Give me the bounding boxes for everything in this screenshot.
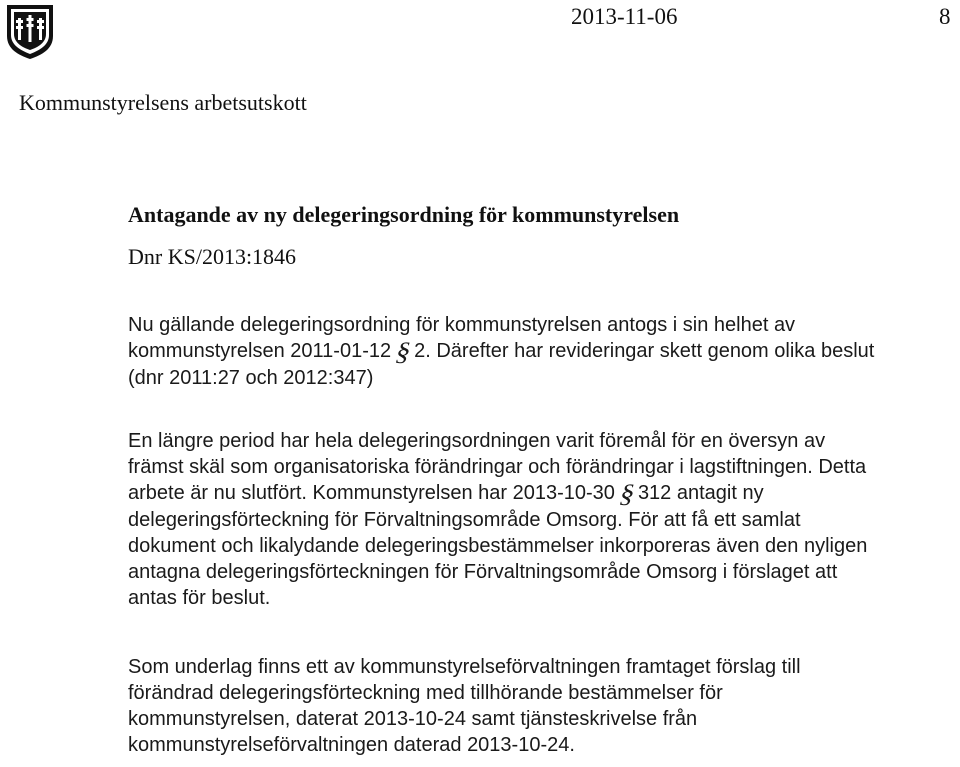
section-sign: § xyxy=(392,337,415,366)
paragraph-1-line xyxy=(128,338,928,365)
paragraph-2-line: antagna delegeringsförteckningen för Förvaltningsområde Omsorg i förslaget att xyxy=(128,561,838,583)
paragraph-1-line: (dnr 2011:27 och 2012:347) xyxy=(128,367,374,389)
paragraph-2-line: antas för beslut. xyxy=(128,587,271,609)
paragraph-2-line: dokument och likalydande delegeringsbestämmelser inkorporeras även den nyligen xyxy=(128,535,868,557)
document-reference-number: Dnr KS/2013:1846 xyxy=(128,244,297,269)
paragraph-2 xyxy=(128,428,928,611)
paragraph-3-line: förändrad delegeringsförteckning med tillhörande bestämmelser för xyxy=(128,682,723,704)
paragraph-2-text: arbete är nu slutfört. Kommunstyrelsen har 2013-10-30 xyxy=(128,482,615,504)
paragraph-1-text: kommunstyrelsen 2011-01-12 xyxy=(128,340,392,362)
section-sign: § xyxy=(616,479,639,508)
paragraph-2-line xyxy=(128,454,928,480)
paragraph-2-text: främst skäl som organisatoriska förändringar och förändringar i lagstiftningen. xyxy=(128,456,813,478)
paragraph-3-line: kommunstyrelsen, daterat 2013-10-24 samt tjänsteskrivelse från xyxy=(128,708,698,730)
paragraph-3 xyxy=(128,654,928,758)
page-number: 8 xyxy=(939,4,951,29)
paragraph-2-text: 312 antagit ny xyxy=(637,482,764,504)
paragraph-2-line xyxy=(128,480,928,507)
paragraph-1-line: Nu gällande delegeringsordning för kommunstyrelsen antogs i sin helhet av xyxy=(128,314,796,336)
paragraph-2-text: Detta xyxy=(818,456,867,478)
paragraph-1-text: 2. Därefter har revideringar skett genom olika beslut xyxy=(414,340,875,362)
municipal-crest-icon xyxy=(4,2,56,60)
paragraph-1 xyxy=(128,312,928,391)
committee-name: Kommunstyrelsens arbetsutskott xyxy=(19,90,307,115)
paragraph-2-line: delegeringsförteckning för Förvaltningsområde Omsorg. För att få ett samlat xyxy=(128,509,801,531)
paragraph-2-line: En längre period har hela delegeringsordningen varit föremål för en översyn av xyxy=(128,430,826,452)
header-date: 2013-11-06 xyxy=(571,4,678,29)
paragraph-3-line: Som underlag finns ett av kommunstyrelseförvaltningen framtaget förslag till xyxy=(128,656,801,678)
paragraph-3-line: kommunstyrelseförvaltningen daterad 2013-10-24. xyxy=(128,734,575,756)
document-title: Antagande av ny delegeringsordning för kommunstyrelsen xyxy=(128,202,680,227)
